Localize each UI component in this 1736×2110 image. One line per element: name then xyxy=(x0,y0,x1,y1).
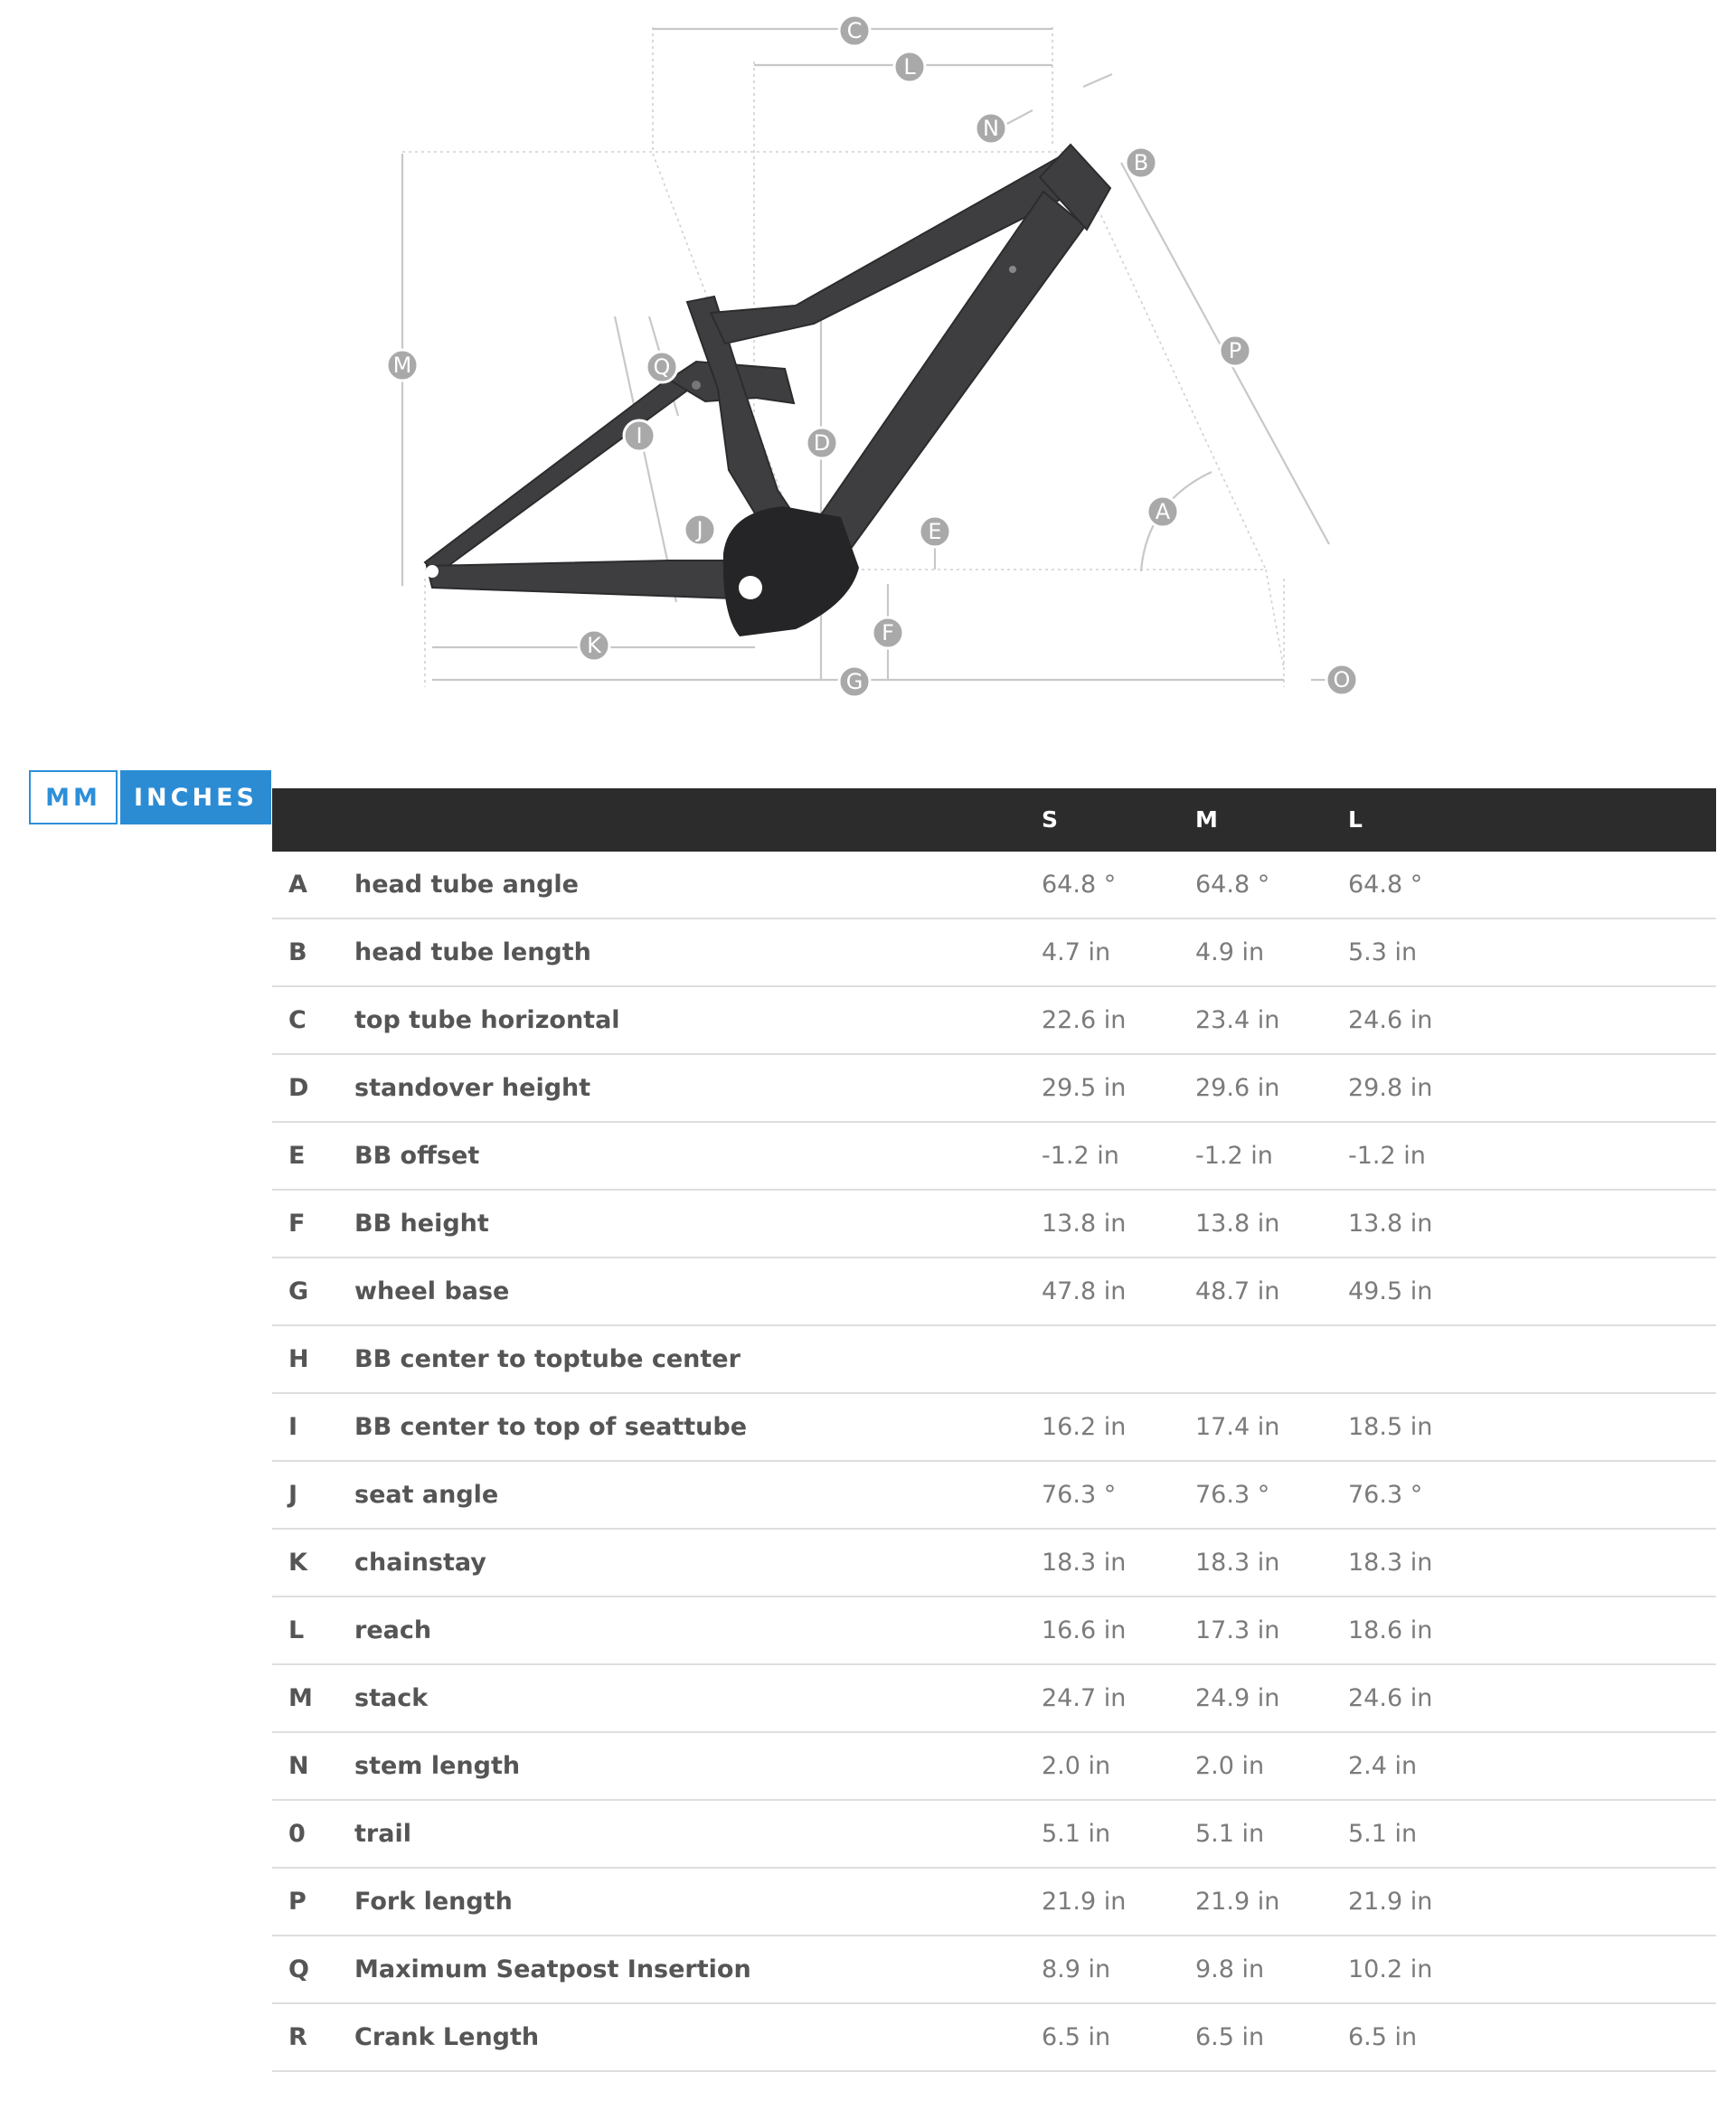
marker-M xyxy=(387,350,418,381)
value-size-s: 21.9 in xyxy=(1042,1888,1127,1916)
table-row xyxy=(272,1801,1716,1869)
marker-N xyxy=(976,113,1006,144)
svg-text:N: N xyxy=(983,116,999,141)
value-size-s: 16.2 in xyxy=(1042,1413,1127,1441)
marker-B xyxy=(1126,147,1156,178)
value-size-l: 21.9 in xyxy=(1348,1888,1433,1916)
value-size-l: 18.6 in xyxy=(1348,1616,1433,1644)
marker-I xyxy=(624,420,655,451)
row-label: wheel base xyxy=(354,1277,510,1305)
marker-J xyxy=(684,514,715,545)
value-size-m: 5.1 in xyxy=(1195,1820,1265,1848)
marker-L xyxy=(894,52,925,82)
row-letter: B xyxy=(288,938,307,966)
row-label: standover height xyxy=(354,1074,591,1102)
value-size-m: 17.4 in xyxy=(1195,1413,1280,1441)
svg-text:D: D xyxy=(813,430,831,456)
value-size-l: 5.1 in xyxy=(1348,1820,1418,1848)
svg-text:I: I xyxy=(636,423,643,448)
value-size-s: 2.0 in xyxy=(1042,1752,1111,1780)
row-letter: L xyxy=(288,1616,305,1644)
marker-C xyxy=(839,15,870,46)
table-row xyxy=(272,1394,1716,1462)
value-size-m: 24.9 in xyxy=(1195,1684,1280,1712)
row-label: BB height xyxy=(354,1210,489,1238)
row-label: BB center to top of seattube xyxy=(354,1413,748,1441)
bike-frame xyxy=(425,145,1110,636)
row-letter: R xyxy=(288,2023,307,2051)
value-size-m: 76.3 ° xyxy=(1195,1481,1270,1509)
row-letter: C xyxy=(288,1006,307,1034)
svg-text:O: O xyxy=(1333,667,1351,692)
svg-text:E: E xyxy=(928,519,942,544)
value-size-s: 47.8 in xyxy=(1042,1277,1127,1305)
row-label: stem length xyxy=(354,1752,521,1780)
bike-frame-geometry-diagram xyxy=(0,0,1736,723)
svg-text:K: K xyxy=(587,633,601,658)
marker-K xyxy=(579,630,609,661)
value-size-m: -1.2 in xyxy=(1195,1142,1273,1170)
value-size-s: 22.6 in xyxy=(1042,1006,1127,1034)
value-size-s: 24.7 in xyxy=(1042,1684,1127,1712)
row-letter: M xyxy=(288,1684,313,1712)
value-size-m: 48.7 in xyxy=(1195,1277,1280,1305)
svg-text:F: F xyxy=(882,620,894,645)
table-row xyxy=(272,1326,1716,1394)
svg-text:L: L xyxy=(903,54,916,80)
table-row xyxy=(272,987,1716,1055)
svg-text:C: C xyxy=(846,18,863,43)
value-size-m: 9.8 in xyxy=(1195,1955,1265,1983)
header-size-l: L xyxy=(1348,806,1363,833)
value-size-s: 16.6 in xyxy=(1042,1616,1127,1644)
row-label: Maximum Seatpost Insertion xyxy=(354,1955,751,1983)
value-size-m: 2.0 in xyxy=(1195,1752,1265,1780)
row-letter: I xyxy=(288,1413,298,1441)
value-size-l: 29.8 in xyxy=(1348,1074,1433,1102)
row-label: seat angle xyxy=(354,1481,499,1509)
value-size-l: -1.2 in xyxy=(1348,1142,1426,1170)
row-label: head tube angle xyxy=(354,871,579,899)
table-row xyxy=(272,919,1716,987)
table-row xyxy=(272,1258,1716,1326)
row-letter: J xyxy=(288,1481,298,1509)
marker-A xyxy=(1147,496,1178,527)
value-size-l: 64.8 ° xyxy=(1348,871,1423,899)
value-size-m: 17.3 in xyxy=(1195,1616,1280,1644)
marker-P xyxy=(1220,335,1250,366)
value-size-l: 24.6 in xyxy=(1348,1684,1433,1712)
unit-inches-button[interactable]: INCHES xyxy=(120,770,271,824)
table-row xyxy=(272,1191,1716,1258)
header-size-m: M xyxy=(1195,806,1218,833)
row-letter: P xyxy=(288,1888,307,1916)
table-row xyxy=(272,1869,1716,1936)
row-letter: 0 xyxy=(288,1820,306,1848)
svg-text:J: J xyxy=(696,517,703,542)
value-size-m: 13.8 in xyxy=(1195,1210,1280,1238)
row-label: Crank Length xyxy=(354,2023,540,2051)
marker-D xyxy=(807,428,837,458)
table-row xyxy=(272,852,1716,919)
row-label: reach xyxy=(354,1616,432,1644)
value-size-s: 4.7 in xyxy=(1042,938,1111,966)
value-size-s: 29.5 in xyxy=(1042,1074,1127,1102)
row-letter: N xyxy=(288,1752,309,1780)
bb-axle-icon xyxy=(739,576,762,599)
value-size-s: 8.9 in xyxy=(1042,1955,1111,1983)
marker-O xyxy=(1326,664,1357,695)
row-letter: Q xyxy=(288,1955,309,1983)
table-row xyxy=(272,1665,1716,1733)
row-letter: A xyxy=(288,871,307,899)
value-size-s: 5.1 in xyxy=(1042,1820,1111,1848)
value-size-m: 4.9 in xyxy=(1195,938,1265,966)
row-letter: K xyxy=(288,1549,307,1577)
svg-text:M: M xyxy=(392,353,412,378)
table-row xyxy=(272,1733,1716,1801)
row-label: head tube length xyxy=(354,938,591,966)
value-size-s: 64.8 ° xyxy=(1042,871,1117,899)
row-letter: E xyxy=(288,1142,306,1170)
svg-text:Q: Q xyxy=(653,354,671,380)
svg-text:A: A xyxy=(1155,499,1171,524)
row-letter: D xyxy=(288,1074,309,1102)
value-size-l: 2.4 in xyxy=(1348,1752,1418,1780)
value-size-m: 23.4 in xyxy=(1195,1006,1280,1034)
table-body xyxy=(272,852,1716,2072)
marker-Q xyxy=(646,352,677,382)
row-label: BB offset xyxy=(354,1142,480,1170)
row-label: chainstay xyxy=(354,1549,486,1577)
header-size-s: S xyxy=(1042,806,1059,833)
value-size-l: 76.3 ° xyxy=(1348,1481,1423,1509)
table-row xyxy=(272,1055,1716,1123)
row-label: Fork length xyxy=(354,1888,513,1916)
value-size-m: 21.9 in xyxy=(1195,1888,1280,1916)
table-row xyxy=(272,1530,1716,1597)
row-letter: G xyxy=(288,1277,309,1305)
table-row xyxy=(272,1597,1716,1665)
value-size-l: 13.8 in xyxy=(1348,1210,1433,1238)
row-label: trail xyxy=(354,1820,411,1848)
row-letter: H xyxy=(288,1345,309,1373)
value-size-m: 6.5 in xyxy=(1195,2023,1265,2051)
unit-mm-button[interactable]: MM xyxy=(29,770,118,824)
value-size-m: 29.6 in xyxy=(1195,1074,1280,1102)
value-size-l: 24.6 in xyxy=(1348,1006,1433,1034)
value-size-s: 13.8 in xyxy=(1042,1210,1127,1238)
marker-E xyxy=(920,516,950,547)
table-row xyxy=(272,2004,1716,2072)
value-size-l: 18.5 in xyxy=(1348,1413,1433,1441)
svg-text:B: B xyxy=(1133,150,1149,175)
value-size-s: -1.2 in xyxy=(1042,1142,1119,1170)
geometry-table xyxy=(272,788,1716,2072)
row-label: stack xyxy=(354,1684,429,1712)
value-size-l: 6.5 in xyxy=(1348,2023,1418,2051)
svg-text:G: G xyxy=(845,669,863,694)
table-header xyxy=(272,788,1716,852)
table-row xyxy=(272,1936,1716,2004)
marker-F xyxy=(873,617,903,648)
value-size-s: 18.3 in xyxy=(1042,1549,1127,1577)
value-size-l: 18.3 in xyxy=(1348,1549,1433,1577)
table-row xyxy=(272,1462,1716,1530)
value-size-s: 76.3 ° xyxy=(1042,1481,1117,1509)
row-letter: F xyxy=(288,1210,306,1238)
marker-G xyxy=(839,666,870,697)
value-size-m: 18.3 in xyxy=(1195,1549,1280,1577)
row-label: BB center to toptube center xyxy=(354,1345,741,1373)
table-row xyxy=(272,1123,1716,1191)
value-size-l: 10.2 in xyxy=(1348,1955,1433,1983)
value-size-s: 6.5 in xyxy=(1042,2023,1111,2051)
value-size-m: 64.8 ° xyxy=(1195,871,1270,899)
value-size-l: 49.5 in xyxy=(1348,1277,1433,1305)
row-label: top tube horizontal xyxy=(354,1006,620,1034)
svg-text:P: P xyxy=(1228,338,1242,363)
value-size-l: 5.3 in xyxy=(1348,938,1418,966)
